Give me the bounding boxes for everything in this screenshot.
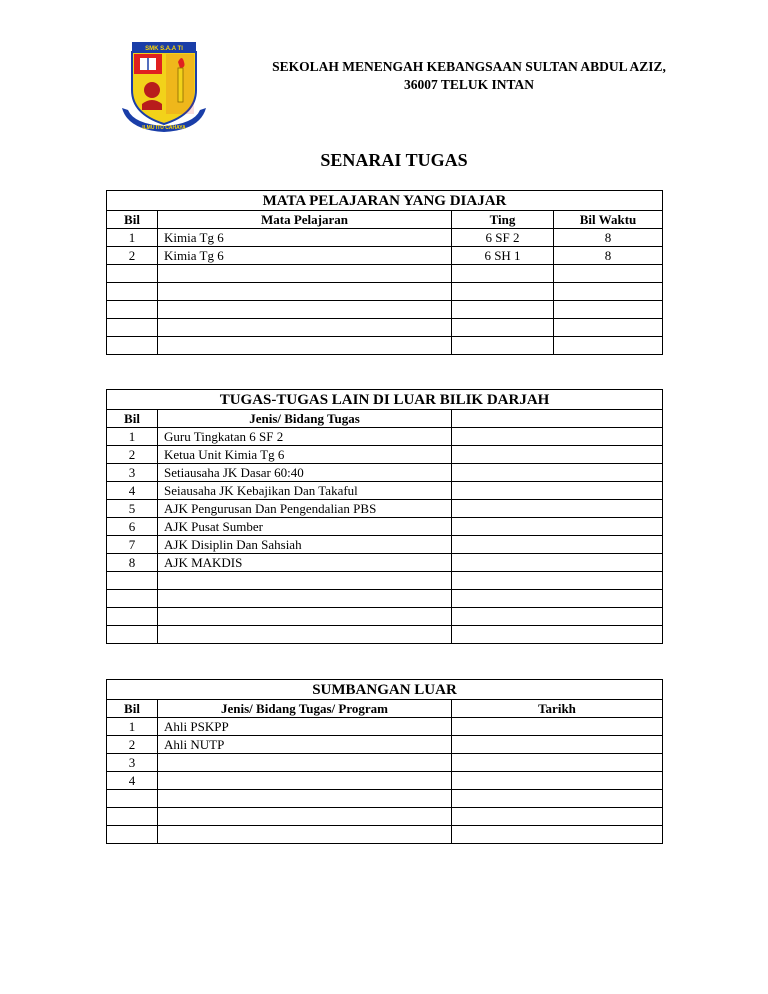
row-bil: 1 [107,229,158,247]
empty-row [107,265,663,283]
empty-cell [107,790,158,808]
empty-cell [158,337,452,355]
duties-table [106,389,663,644]
empty-cell [107,337,158,355]
empty-cell [452,319,554,337]
header-bil: Bil [107,211,158,229]
table-row [107,229,663,247]
empty-cell [158,808,452,826]
empty-row [107,301,663,319]
row-tarikh [452,772,663,790]
header-ting: Ting [452,211,554,229]
empty-cell [452,301,554,319]
table-row [107,736,663,754]
header-extra [452,410,663,428]
row-program: Ahli NUTP [158,736,452,754]
empty-cell [452,572,663,590]
row-bil: 5 [107,500,158,518]
school-address-line2: 36007 TELUK INTAN [403,77,535,92]
empty-cell [452,283,554,301]
empty-cell [158,826,452,844]
row-task: Guru Tingkatan 6 SF 2 [158,428,452,446]
table-row [107,536,663,554]
empty-cell [554,301,663,319]
row-extra [452,464,663,482]
row-tarikh [452,718,663,736]
row-bil: 2 [107,247,158,265]
empty-cell [554,337,663,355]
document-title: SENARAI TUGAS [320,150,468,170]
header-subject: Mata Pelajaran [158,211,452,229]
empty-cell [158,626,452,644]
empty-cell [107,826,158,844]
empty-cell [107,808,158,826]
table-row [107,518,663,536]
empty-cell [158,590,452,608]
header-bil: Bil [107,700,158,718]
empty-cell [452,826,663,844]
row-bil: 7 [107,536,158,554]
row-extra [452,446,663,464]
row-bil: 3 [107,464,158,482]
table-row [107,482,663,500]
header-task: Jenis/ Bidang Tugas [158,410,452,428]
table-row [107,247,663,265]
empty-row [107,608,663,626]
empty-cell [158,319,452,337]
header-tarikh: Tarikh [452,700,663,718]
header-waktu: Bil Waktu [554,211,663,229]
row-extra [452,536,663,554]
row-tarikh [452,736,663,754]
table-row [107,500,663,518]
empty-cell [452,590,663,608]
empty-cell [158,301,452,319]
row-bil: 4 [107,772,158,790]
table-row [107,446,663,464]
row-extra [452,518,663,536]
empty-cell [158,283,452,301]
row-ting: 6 SH 1 [452,247,554,265]
empty-cell [452,265,554,283]
row-extra [452,428,663,446]
row-bil: 6 [107,518,158,536]
empty-cell [107,626,158,644]
row-task: AJK Pengurusan Dan Pengendalian PBS [158,500,452,518]
row-bil: 3 [107,754,158,772]
row-tarikh [452,754,663,772]
row-bil: 1 [107,428,158,446]
empty-row [107,572,663,590]
logo-top-text: SMK S.A.A TI [145,46,183,52]
logo-motto: ILMU ITU CAHAYA [142,125,186,131]
empty-cell [554,283,663,301]
table-row [107,754,663,772]
duties-caption: TUGAS-TUGAS LAIN DI LUAR BILIK DARJAH [107,390,663,410]
empty-row [107,826,663,844]
table-row [107,554,663,572]
row-task: AJK Disiplin Dan Sahsiah [158,536,452,554]
school-name [210,58,728,94]
empty-cell [107,608,158,626]
school-crest-logo [118,38,210,134]
school-name-line1: SEKOLAH MENENGAH KEBANGSAAN SULTAN ABDUL AZIZ, [272,59,666,74]
empty-cell [158,265,452,283]
table-row [107,464,663,482]
contributions-table [106,679,663,844]
row-ting: 6 SF 2 [452,229,554,247]
empty-cell [158,790,452,808]
empty-cell [107,590,158,608]
row-extra [452,482,663,500]
empty-cell [452,626,663,644]
header-bil: Bil [107,410,158,428]
row-waktu: 8 [554,229,663,247]
header-program: Jenis/ Bidang Tugas/ Program [158,700,452,718]
table-row [107,428,663,446]
row-extra [452,554,663,572]
empty-row [107,283,663,301]
row-task: AJK Pusat Sumber [158,518,452,536]
empty-row [107,590,663,608]
empty-row [107,790,663,808]
empty-cell [107,572,158,590]
row-bil: 8 [107,554,158,572]
subjects-table [106,190,663,355]
row-bil: 4 [107,482,158,500]
row-task: Setiausaha JK Dasar 60:40 [158,464,452,482]
empty-cell [107,301,158,319]
empty-cell [452,808,663,826]
row-task: Seiausaha JK Kebajikan Dan Takaful [158,482,452,500]
row-bil: 2 [107,446,158,464]
empty-cell [554,319,663,337]
empty-cell [452,337,554,355]
table-row [107,772,663,790]
empty-cell [107,283,158,301]
empty-row [107,626,663,644]
row-program: Ahli PSKPP [158,718,452,736]
row-subject: Kimia Tg 6 [158,247,452,265]
empty-cell [158,572,452,590]
row-program [158,754,452,772]
row-task: AJK MAKDIS [158,554,452,572]
empty-cell [107,319,158,337]
row-program [158,772,452,790]
row-subject: Kimia Tg 6 [158,229,452,247]
empty-cell [554,265,663,283]
row-bil: 2 [107,736,158,754]
empty-cell [158,608,452,626]
empty-cell [452,608,663,626]
row-bil: 1 [107,718,158,736]
empty-row [107,319,663,337]
contributions-caption: SUMBANGAN LUAR [107,680,663,700]
empty-cell [107,265,158,283]
table-row [107,718,663,736]
row-waktu: 8 [554,247,663,265]
row-task: Ketua Unit Kimia Tg 6 [158,446,452,464]
empty-row [107,337,663,355]
empty-row [107,808,663,826]
subjects-caption: MATA PELAJARAN YANG DIAJAR [107,191,663,211]
empty-cell [452,790,663,808]
row-extra [452,500,663,518]
